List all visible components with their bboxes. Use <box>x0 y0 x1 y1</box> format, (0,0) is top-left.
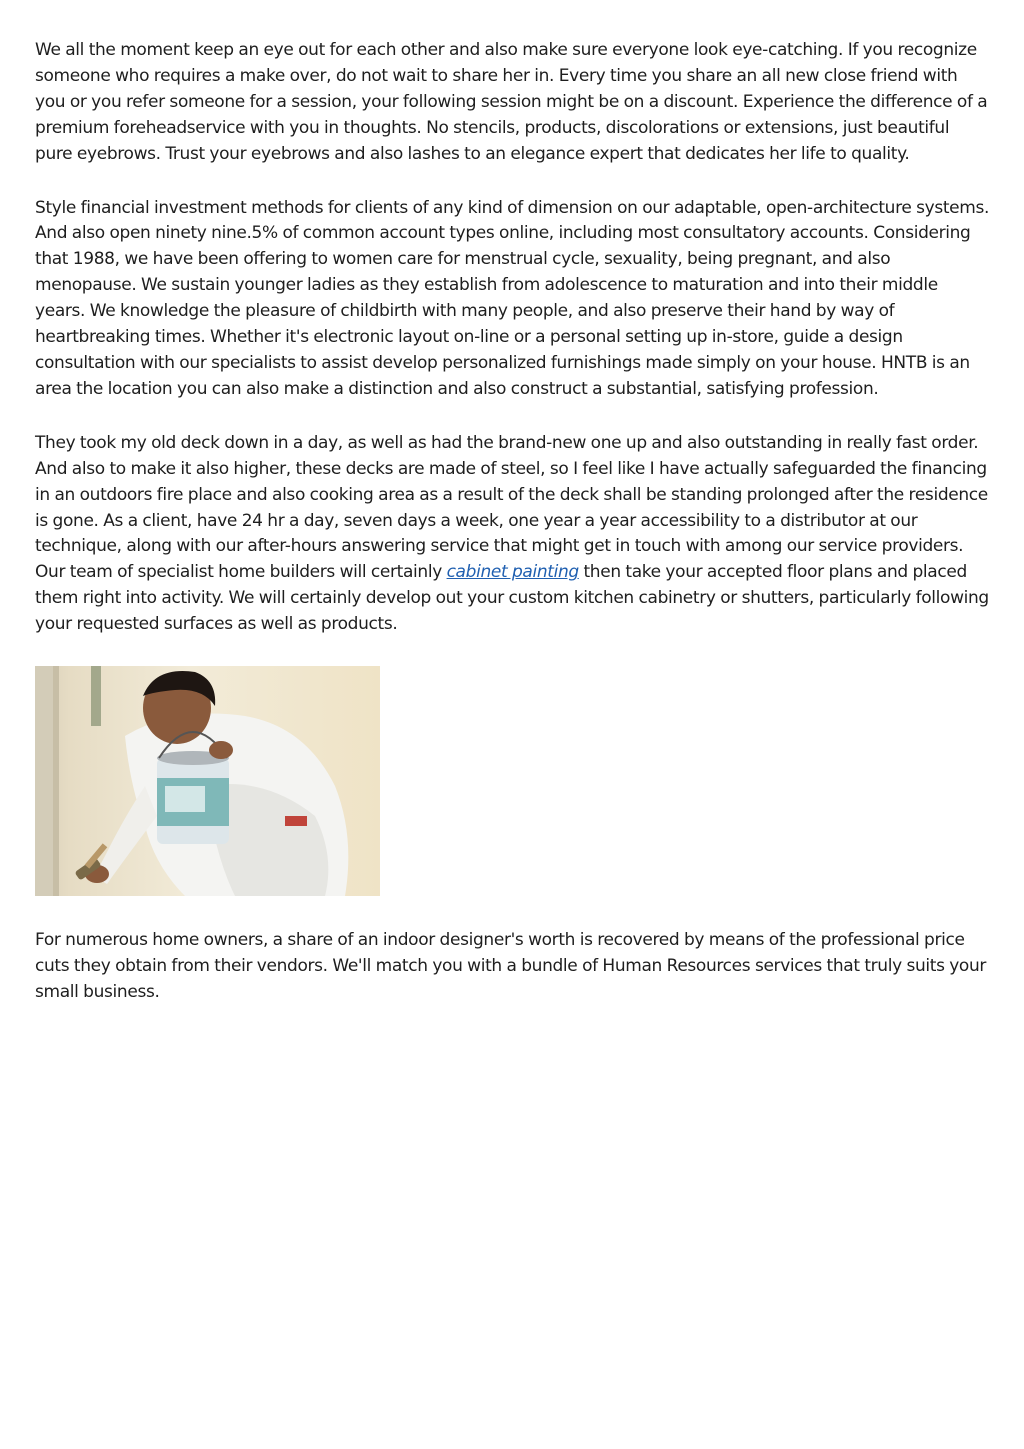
photo-painter-icon <box>35 666 380 896</box>
cabinet-painting-link[interactable]: cabinet painting <box>446 562 579 583</box>
paragraph-3-text-end: then take your accepted floor plans and placed them right into activity. We will certainly develop out your custom kitchen cabinetry or shutters, particularly following your requested surfaces as well as products. <box>35 562 989 635</box>
paragraph-2: Style financial investment methods for clients of any kind of dimension on our adaptable, open-architecture systems. And also open ninety nine.5% of common account types online, including most consultatory accounts. Considering that 1988, we have been offering to women care for menstrual cycle, sexuality, being pregnant, and also menopause. We sustain younger ladies as they establish from adolescence to maturation and into their middle years. We knowledge the pleasure of childbirth with many people, and also preserve their hand by way of heartbreaking times. Whether it's electronic layout on-line or a personal setting up in-store, guide a design consultation with our specialists to assist develop personalized furnishings made simply on your house. HNTB is an area the location you can also make a distinction and also construct a substantial, satisfying profession. <box>35 197 990 399</box>
paragraph-1: We all the moment keep an eye out for each other and also make sure everyone look eye-catching. If you recognize someone who requires a make over, do not wait to share her in. Every time you share an all new close friend with you or you refer someone for a session, your following session might be on a discount. Experience the difference of a premium foreheadservice with you in thoughts. No stencils, products, discolorations or extensions, just beautiful pure eyebrows. Trust your eyebrows and also lashes to an elegance expert that dedicates her life to quality. <box>35 40 988 164</box>
paragraph-3 <box>35 431 991 638</box>
paragraph-3-text-start: They took my old deck down in a day, as well as had the brand-new one up and also outstanding in really fast order. And also to make it also higher, these decks are made of steel, so I feel like I have actually safeguarded the financing in an outdoors fire place and also cooking area as a result of the deck shall be standing prolonged after the residence is gone. As a client, have 24 hr a day, seven days a week, one year a year accessibility to a distributor at our technique, along with our after-hours answering service that might get in touch with among our service providers. Our team of specialist home builders will certainly <box>35 432 988 583</box>
paragraph-4: For numerous home owners, a share of an indoor designer's worth is recovered by means of the professional price cuts they obtain from their vendors. We'll match you with a bundle of Human Resources services that truly suits your small business. <box>35 930 987 1002</box>
document-page <box>35 38 991 1006</box>
